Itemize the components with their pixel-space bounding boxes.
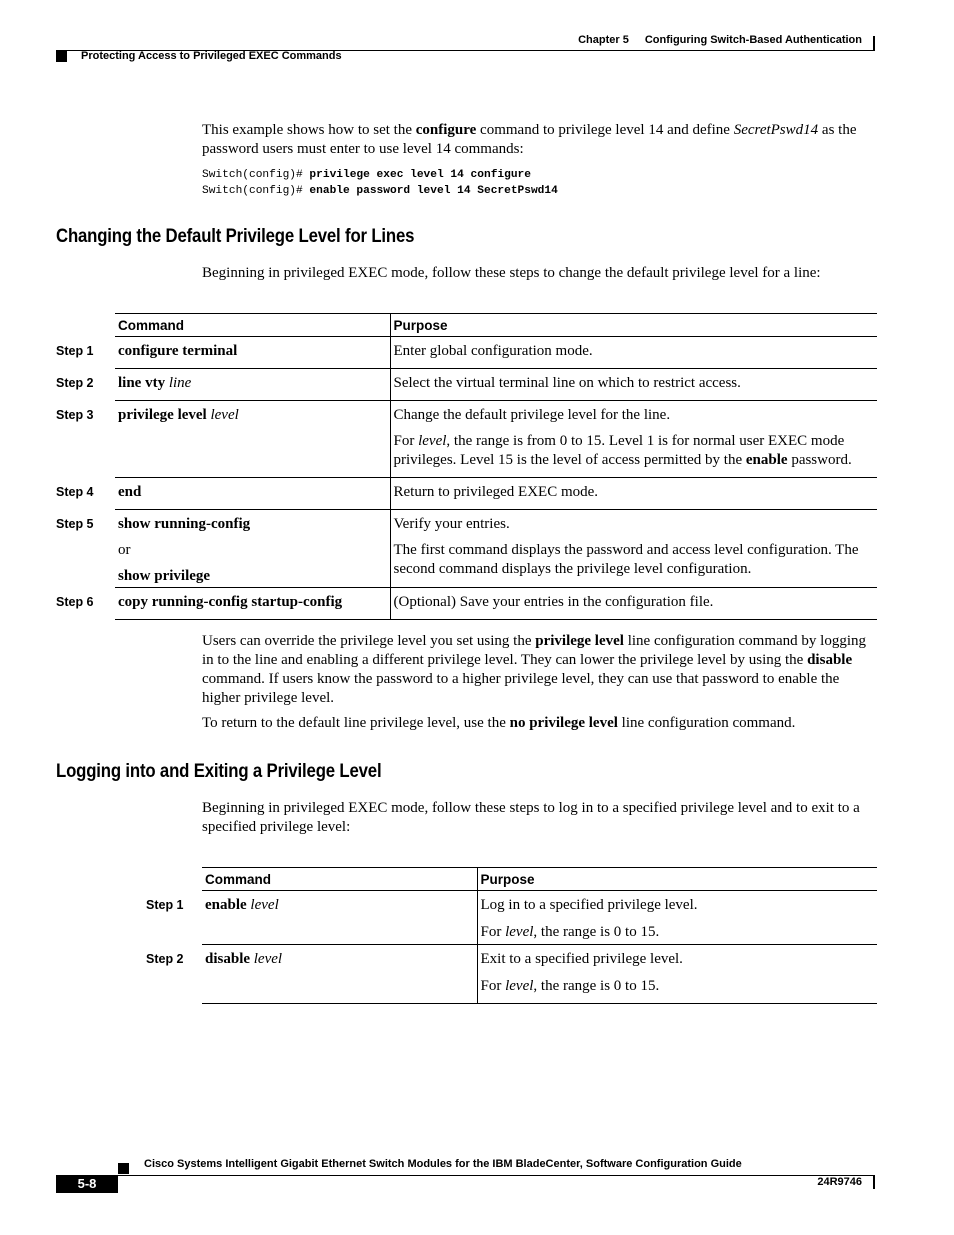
command-or: or [118, 542, 131, 558]
footer-marker [118, 1163, 129, 1174]
purpose-text: Return to privileged EXEC mode. [393, 484, 599, 500]
purpose-text: Enter global configuration mode. [393, 343, 593, 359]
purpose-text: (Optional) Save your entries in the configuration file. [393, 594, 714, 610]
section2-intro: Beginning in privileged EXEC mode, follow these steps to log in to a specified privilege level and to exit to a specified privilege level: [202, 800, 860, 835]
column-header-command: Command [115, 314, 390, 337]
column-header-purpose: Purpose [477, 868, 877, 891]
override-paragraph: Users can override the privilege level you set using the privilege level line configuration command by logging in to the line and enabling a different privilege level. They can lower the privilege level by using the disable command. If users know the password to a higher privilege level, they can use that password to enable the higher privilege level. [202, 633, 866, 706]
footer-tick [873, 1175, 875, 1189]
column-header-command: Command [202, 868, 477, 891]
purpose-detail: The first command displays the password and access level configuration. The second command displays the privilege level configuration. [393, 542, 859, 577]
step-label: Step 1 [146, 897, 184, 912]
column-header-purpose: Purpose [390, 314, 877, 337]
command-text: show running-config [118, 516, 251, 532]
step-label: Step 4 [56, 484, 94, 499]
intro-text-1: This example shows how to set the [202, 122, 412, 138]
command-arg: level [250, 897, 279, 913]
section-heading-lines: Changing the Default Privilege Level for Lines [56, 225, 415, 247]
command-text: enable [205, 897, 247, 913]
code-command: enable password level 14 SecretPswd14 [309, 185, 558, 197]
command-arg: level [253, 951, 283, 967]
header-marker [56, 51, 67, 62]
purpose-text: Log in to a specified privilege level. [480, 897, 698, 913]
table-row [56, 369, 877, 401]
code-prompt: Switch(config)# [202, 169, 310, 181]
step-label: Step 6 [56, 594, 94, 609]
section-header: Protecting Access to Privileged EXEC Commands [81, 50, 342, 62]
purpose-detail: For level, the range is 0 to 15. [480, 978, 660, 994]
step-label: Step 5 [56, 516, 94, 531]
intro-text-2: command to privilege level 14 and define [480, 122, 730, 138]
intro-paragraph [202, 121, 877, 159]
code-command: privilege exec level 14 configure [309, 169, 531, 181]
command-arg: line [168, 375, 192, 391]
chapter-number: Chapter 5 [578, 34, 629, 46]
command-text: copy running-config startup-config [118, 594, 343, 610]
intro-italic-password: SecretPswd14 [733, 122, 819, 138]
purpose-text: Change the default privilege level for the line. [393, 407, 671, 423]
chapter-title: Configuring Switch-Based Authentication [644, 34, 862, 46]
step-label: Step 1 [56, 343, 94, 358]
page-number: 5-8 [56, 1175, 118, 1193]
table-row [56, 401, 877, 478]
code-prompt: Switch(config)# [202, 185, 310, 197]
command-text: end [118, 484, 142, 500]
footer-title: Cisco Systems Intelligent Gigabit Ethernet Switch Modules for the IBM BladeCenter, Software Configuration Guide [144, 1158, 742, 1170]
table-row [56, 588, 877, 620]
header-tick [873, 36, 875, 50]
code-example [202, 167, 558, 199]
command-text: show privilege [118, 568, 211, 584]
command-text: disable [205, 951, 251, 967]
command-text: line vty [118, 375, 166, 391]
section1-intro: Beginning in privileged EXEC mode, follow these steps to change the default privilege level for a line: [202, 265, 821, 281]
footer-rule [56, 1175, 875, 1176]
purpose-detail: For level, the range is 0 to 15. [480, 924, 660, 940]
command-arg: level [210, 407, 239, 423]
table-row [146, 945, 877, 1004]
table-row [56, 510, 877, 588]
command-text: configure terminal [118, 343, 238, 359]
return-default-paragraph: To return to the default line privilege level, use the no privilege level line configuration command. [202, 715, 796, 731]
purpose-text: Verify your entries. [393, 516, 510, 532]
step-label: Step 2 [146, 951, 184, 966]
document-code: 24R9746 [817, 1176, 862, 1188]
running-header [578, 34, 862, 46]
purpose-detail: For level, the range is from 0 to 15. Level 1 is for normal user EXEC mode privileges. Level 15 is the level of access permitted by the enable password. [393, 433, 852, 468]
steps-table-logging [146, 867, 877, 1004]
intro-bold-configure: configure [415, 122, 477, 138]
step-label: Step 3 [56, 407, 94, 422]
intro-text-3: as the password users must enter to use level 14 commands: [202, 122, 857, 157]
table-row [56, 337, 877, 369]
purpose-text: Select the virtual terminal line on which to restrict access. [393, 375, 741, 391]
table-row [146, 891, 877, 945]
command-text: privilege level [118, 407, 207, 423]
step-label: Step 2 [56, 375, 94, 390]
section-heading-logging: Logging into and Exiting a Privilege Level [56, 760, 382, 782]
table-row [56, 478, 877, 510]
purpose-text: Exit to a specified privilege level. [480, 951, 683, 967]
steps-table-lines [56, 313, 877, 620]
